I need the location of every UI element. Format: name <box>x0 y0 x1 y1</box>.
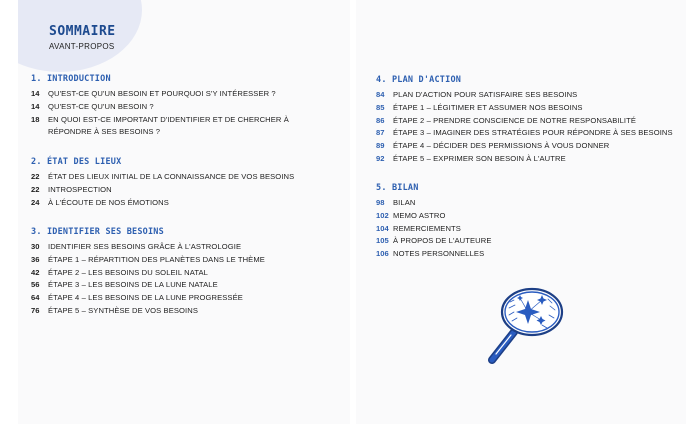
entry-page-number: 14 <box>31 89 40 98</box>
toc-entry[interactable] <box>31 184 331 197</box>
entry-page-number: 89 <box>376 141 385 151</box>
entry-page-number: 92 <box>376 153 385 163</box>
entry-list <box>376 197 676 261</box>
entry-page-number: 76 <box>31 305 40 315</box>
section-heading: 1. INTRODUCTION <box>31 74 111 84</box>
entry-title: PLAN D'ACTION POUR SATISFAIRE SES BESOINS <box>393 90 578 99</box>
entry-title: ÉTAT DES LIEUX INITIAL DE LA CONNAISSANCE DE VOS BESOINS <box>48 172 295 181</box>
entry-title: ÉTAPE 5 – EXPRIMER SON BESOIN À L'AUTRE <box>393 153 566 163</box>
entry-title: ÉTAPE 5 – SYNTHÈSE DE VOS BESOINS <box>48 305 199 315</box>
page-title: SOMMAIRE <box>49 24 116 39</box>
toc-entry[interactable] <box>31 292 331 305</box>
entry-page-number: 24 <box>31 197 40 207</box>
toc-entry[interactable] <box>31 241 331 254</box>
entry-page-number: 42 <box>31 267 40 277</box>
section-heading: 2. ÉTAT DES LIEUX <box>31 157 122 167</box>
entry-title: ÉTAPE 1 – RÉPARTITION DES PLANÈTES DANS LE THÈME <box>48 254 265 264</box>
entry-title: ÉTAPE 2 – PRENDRE CONSCIENCE DE NOTRE RESPONSABILITÉ <box>393 115 637 125</box>
toc-entry[interactable] <box>31 305 331 318</box>
magnifying-glass-stars-icon <box>484 284 574 370</box>
entry-title: MEMO ASTRO <box>393 210 446 220</box>
entry-page-number: 105 <box>376 236 389 246</box>
entry-page-number: 87 <box>376 128 385 138</box>
entry-title: BILAN <box>393 198 416 207</box>
section-plan-action <box>376 75 676 166</box>
entry-title: INTROSPECTION <box>48 184 112 194</box>
entry-title: REMERCIEMENTS <box>393 223 461 233</box>
toc-entry[interactable] <box>31 171 331 184</box>
entry-page-number: 22 <box>31 172 40 181</box>
entry-page-number: 14 <box>31 101 40 111</box>
section-introduction <box>31 74 331 139</box>
entry-page-number: 102 <box>376 210 389 220</box>
toc-entry[interactable] <box>376 140 676 153</box>
entry-title: ÉTAPE 2 – LES BESOINS DU SOLEIL NATAL <box>48 267 208 277</box>
entry-page-number: 36 <box>31 254 40 264</box>
toc-entry[interactable] <box>376 223 676 236</box>
entry-title: EN QUOI EST-CE IMPORTANT D'IDENTIFIER ET DE CHERCHER À RÉPONDRE À SES BESOINS ? <box>48 114 289 137</box>
toc-entry[interactable] <box>31 197 331 210</box>
entry-list <box>31 171 331 209</box>
entry-page-number: 64 <box>31 293 40 303</box>
foreword-link[interactable]: AVANT-PROPOS <box>49 42 115 51</box>
toc-entry[interactable] <box>31 88 331 101</box>
entry-page-number: 22 <box>31 184 40 194</box>
left-page <box>18 0 350 424</box>
toc-entry[interactable] <box>31 101 331 114</box>
toc-entry[interactable] <box>376 102 676 115</box>
entry-title: IDENTIFIER SES BESOINS GRÂCE À L'ASTROLOGIE <box>48 242 242 251</box>
entry-page-number: 56 <box>31 280 40 290</box>
entry-list <box>31 88 331 139</box>
toc-entry[interactable] <box>376 248 676 261</box>
entry-list <box>376 89 676 166</box>
toc-entry[interactable] <box>31 114 331 140</box>
toc-entry[interactable] <box>376 235 676 248</box>
entry-page-number: 104 <box>376 223 389 233</box>
toc-entry[interactable] <box>31 267 331 280</box>
section-bilan <box>376 183 676 261</box>
entry-page-number: 84 <box>376 90 385 99</box>
entry-title: ÉTAPE 3 – LES BESOINS DE LA LUNE NATALE <box>48 280 218 290</box>
entry-title: QU'EST-CE QU'UN BESOIN ET POURQUOI S'Y INTÉRESSER ? <box>48 89 276 98</box>
entry-title: À L'ÉCOUTE DE NOS ÉMOTIONS <box>48 197 169 207</box>
entry-page-number: 30 <box>31 242 40 251</box>
entry-page-number: 106 <box>376 249 389 259</box>
toc-entry[interactable] <box>376 197 676 210</box>
section-etat-des-lieux <box>31 157 331 209</box>
entry-page-number: 86 <box>376 115 385 125</box>
entry-page-number: 98 <box>376 198 385 207</box>
entry-title: ÉTAPE 4 – LES BESOINS DE LA LUNE PROGRESSÉE <box>48 293 243 303</box>
entry-title: QU'EST-CE QU'UN BESOIN ? <box>48 101 154 111</box>
entry-page-number: 18 <box>31 114 40 124</box>
entry-list <box>31 241 331 318</box>
toc-entry[interactable] <box>376 127 676 140</box>
section-heading: 5. BILAN <box>376 183 419 193</box>
entry-page-number: 85 <box>376 102 385 112</box>
entry-title: ÉTAPE 4 – DÉCIDER DES PERMISSIONS À VOUS DONNER <box>393 141 610 151</box>
section-identifier-ses-besoins <box>31 227 331 318</box>
toc-entry[interactable] <box>376 115 676 128</box>
section-heading: 4. PLAN D'ACTION <box>376 75 462 85</box>
toc-entry[interactable] <box>31 254 331 267</box>
entry-title: NOTES PERSONNELLES <box>393 249 485 259</box>
entry-title: À PROPOS DE L'AUTEURE <box>393 236 492 246</box>
section-heading: 3. IDENTIFIER SES BESOINS <box>31 227 164 237</box>
entry-title: ÉTAPE 3 – IMAGINER DES STRATÉGIES POUR RÉPONDRE À SES BESOINS <box>393 128 673 138</box>
entry-title: ÉTAPE 1 – LÉGITIMER ET ASSUMER NOS BESOINS <box>393 102 583 112</box>
toc-entry[interactable] <box>376 89 676 102</box>
toc-entry[interactable] <box>376 153 676 166</box>
toc-entry[interactable] <box>376 210 676 223</box>
toc-entry[interactable] <box>31 279 331 292</box>
